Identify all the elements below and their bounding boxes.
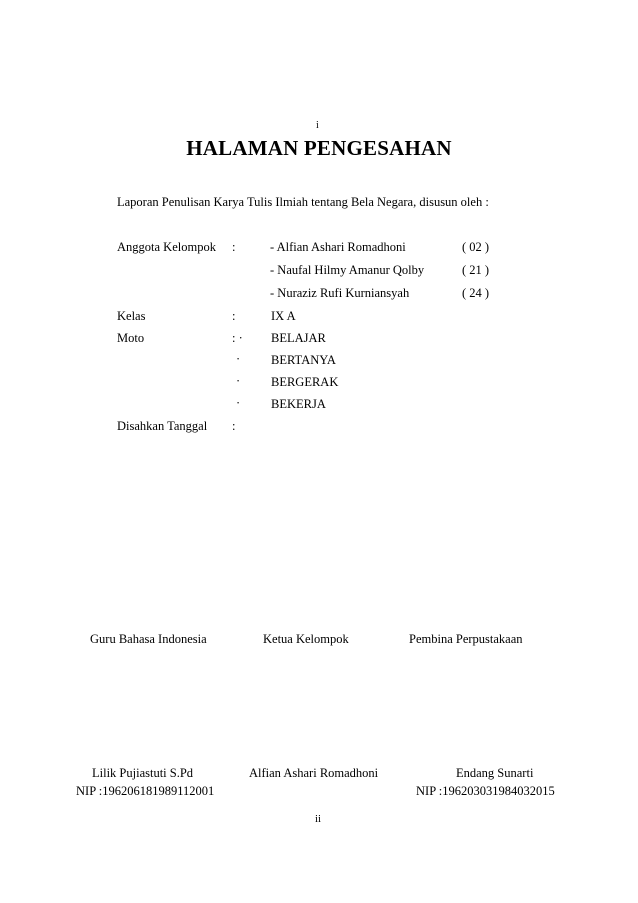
page-number: ii — [315, 813, 322, 825]
group-colon: : — [232, 240, 236, 254]
class-value: IX A — [271, 309, 296, 323]
member-number: ( 21 ) — [462, 263, 490, 277]
motto-label: Moto — [117, 331, 145, 345]
motto-item: BELAJAR — [271, 331, 326, 345]
class-colon: : — [232, 309, 236, 323]
motto-item: BERGERAK — [271, 375, 339, 389]
approval-date-colon: : — [232, 419, 236, 433]
member-name: - Naufal Hilmy Amanur Qolby — [270, 263, 425, 277]
motto-bullet: · — [236, 374, 241, 388]
top-page-number: i — [316, 120, 319, 131]
member-name: - Nuraziz Rufi Kurniansyah — [270, 286, 410, 300]
page-title: HALAMAN PENGESAHAN — [186, 136, 452, 160]
signature-role: Guru Bahasa Indonesia — [90, 632, 207, 646]
member-number: ( 02 ) — [462, 240, 490, 254]
signatory-nip: NIP :196203031984032015 — [416, 784, 555, 798]
motto-colon: : · — [232, 331, 243, 345]
signatory-name: Alfian Ashari Romadhoni — [249, 766, 379, 780]
signatory-nip: NIP :196206181989112001 — [76, 784, 215, 798]
signature-role: Pembina Perpustakaan — [409, 632, 523, 646]
intro-text: Laporan Penulisan Karya Tulis Ilmiah tentang Bela Negara, disusun oleh : — [117, 195, 489, 209]
signature-role: Ketua Kelompok — [263, 632, 349, 646]
motto-item: BEKERJA — [271, 397, 326, 411]
signatory-name: Endang Sunarti — [456, 766, 534, 780]
member-name: - Alfian Ashari Romadhoni — [270, 240, 406, 254]
motto-item: BERTANYA — [271, 353, 336, 367]
group-label: Anggota Kelompok — [117, 240, 216, 254]
signatory-name: Lilik Pujiastuti S.Pd — [92, 766, 194, 780]
motto-bullet: · — [236, 352, 241, 366]
class-label: Kelas — [117, 309, 146, 323]
member-number: ( 24 ) — [462, 286, 490, 300]
motto-bullet: · — [236, 396, 241, 410]
approval-date-label: Disahkan Tanggal — [117, 419, 208, 433]
